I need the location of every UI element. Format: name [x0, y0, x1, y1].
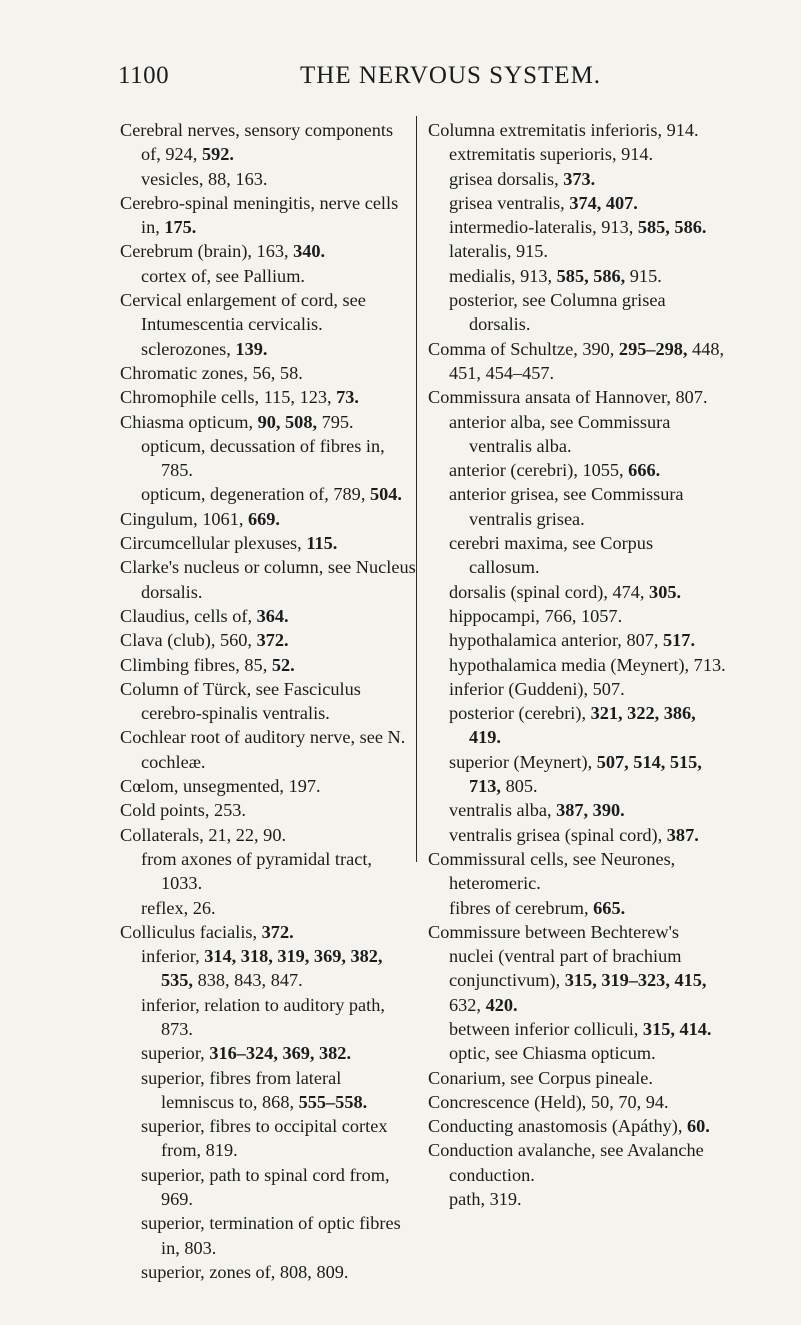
index-entry: [120, 531, 416, 555]
index-entry: [120, 482, 416, 506]
entry-page-refs-bold: 305.: [649, 581, 682, 602]
entry-text: hypothalamica media (Meynert), 713.: [449, 654, 726, 675]
entry-page-refs-bold: 517.: [663, 630, 696, 651]
entry-text: Columna extremitatis inferioris, 914.: [428, 120, 699, 140]
entry-text: Collaterals, 21, 22, 90.: [120, 824, 287, 845]
index-entry: [428, 1090, 728, 1114]
index-entry: [120, 1041, 416, 1065]
index-entry: [428, 920, 728, 1017]
entry-text: Cerebral nerves, sensory components of, 924,: [120, 120, 394, 165]
entry-text: Conducting anastomosis (Apáthy),: [428, 1116, 687, 1137]
entry-text: Cochlear root of auditory nerve, see N. cochleæ.: [120, 727, 406, 772]
entry-text: posterior (cerebri),: [449, 703, 591, 724]
entry-page-refs-bold: 139.: [235, 338, 268, 359]
index-entry: [120, 628, 416, 652]
entry-text: superior, fibres from lateral lemniscus to, 868,: [141, 1067, 342, 1112]
entry-text: 915.: [625, 265, 662, 286]
index-entry: [120, 434, 416, 483]
entry-text: Claudius, cells of,: [120, 605, 257, 626]
index-entry: [120, 677, 416, 726]
index-entry: [120, 604, 416, 628]
page-header: [0, 62, 801, 96]
entry-text: reflex, 26.: [141, 897, 216, 918]
index-entry: [428, 1138, 728, 1187]
index-entry: [120, 653, 416, 677]
entry-text: dorsalis (spinal cord), 474,: [449, 581, 650, 602]
entry-page-refs-bold: 60.: [686, 1116, 710, 1137]
index-entry: [428, 628, 728, 652]
entry-page-refs-bold: 373.: [563, 168, 596, 189]
entry-text: from axones of pyramidal tract, 1033.: [141, 848, 372, 894]
index-entry: [120, 1114, 416, 1163]
entry-page-refs-bold: 585, 586,: [556, 265, 626, 286]
entry-text: superior, path to spinal cord from, 969.: [141, 1164, 390, 1210]
index-entry: [428, 337, 728, 386]
entry-text: inferior,: [141, 946, 205, 967]
index-entry: [428, 191, 728, 215]
entry-text: ventralis alba,: [449, 800, 557, 821]
entry-text: fibres of cerebrum,: [449, 897, 594, 918]
entry-page-refs-bold: 315, 414.: [642, 1018, 712, 1039]
index-entry: [120, 993, 416, 1042]
index-entry: [428, 288, 728, 337]
index-entry: [428, 239, 728, 263]
entry-text: Climbing fibres, 85,: [120, 654, 272, 675]
entry-text: posterior, see Columna grisea dorsalis.: [449, 290, 666, 335]
entry-page-refs-bold: 592.: [201, 144, 234, 165]
entry-text: 795.: [317, 411, 354, 432]
entry-page-refs-bold: 420.: [485, 994, 518, 1015]
entry-text: opticum, decussation of fibres in, 785.: [141, 435, 385, 481]
entry-page-refs-bold: 295–298,: [618, 338, 688, 359]
index-entry: [120, 118, 416, 167]
entry-page-refs-bold: 374, 407.: [569, 192, 638, 213]
index-entry: [428, 1041, 728, 1065]
entry-page-refs-bold: 555–558.: [298, 1091, 368, 1112]
index-entry: [428, 264, 728, 288]
entry-text: Cerebrum (brain), 163,: [120, 241, 294, 262]
entry-text: Clava (club), 560,: [120, 630, 257, 651]
entry-text: Column of Türck, see Fasciculus cerebro-spinalis ventralis.: [120, 678, 361, 724]
index-entry: [428, 896, 728, 920]
entry-page-refs-bold: 73.: [336, 387, 359, 408]
index-entry: [428, 653, 728, 677]
index-entry: [428, 847, 728, 896]
entry-text: Concrescence (Held), 50, 70, 94.: [428, 1091, 669, 1112]
index-entry: [120, 239, 416, 263]
index-entry: [428, 482, 728, 531]
index-entry: [428, 118, 728, 142]
index-entry: [120, 264, 416, 288]
entry-text: Conarium, see Corpus pineale.: [428, 1067, 653, 1088]
entry-text: superior, termination of optic fibres in, 803.: [141, 1213, 401, 1258]
entry-text: Chiasma opticum,: [120, 411, 258, 432]
entry-text: cortex of, see Pallium.: [141, 265, 305, 286]
entry-text: superior,: [141, 1043, 210, 1064]
entry-text: medialis, 913,: [449, 265, 557, 286]
entry-page-refs-bold: 504.: [369, 484, 402, 505]
index-entry: [120, 1066, 416, 1115]
index-entry: [120, 896, 416, 920]
entry-text: grisea ventralis,: [449, 192, 570, 213]
entry-page-refs-bold: 115.: [306, 533, 338, 554]
index-entry: [428, 798, 728, 822]
entry-text: Commissure between Bechterew's nuclei (ventral part of brachium conjunctivum),: [428, 921, 682, 991]
entry-page-refs-bold: 52.: [271, 654, 295, 675]
entry-text: 632,: [449, 994, 486, 1015]
entry-text: grisea dorsalis,: [449, 168, 564, 189]
index-entry: [428, 823, 728, 847]
entry-page-refs-bold: 372.: [256, 630, 289, 651]
entry-text: sclerozones,: [141, 338, 236, 359]
column-divider: [416, 116, 417, 862]
index-entry: [428, 677, 728, 701]
index-entry: [428, 410, 728, 459]
entry-page-refs-bold: 175.: [164, 217, 197, 238]
entry-text: superior, zones of, 808, 809.: [141, 1261, 349, 1282]
entry-text: Conduction avalanche, see Avalanche conduction.: [428, 1140, 704, 1185]
index-entry: [120, 1211, 416, 1260]
entry-text: path, 319.: [449, 1189, 522, 1210]
index-entry: [120, 1163, 416, 1212]
entry-text: Cœlom, unsegmented, 197.: [120, 776, 321, 797]
entry-text: vesicles, 88, 163.: [141, 168, 268, 189]
index-entry: [428, 1017, 728, 1041]
entry-text: Cerebro-spinal meningitis, nerve cells in,: [120, 192, 399, 238]
entry-text: 838, 843, 847.: [193, 970, 303, 991]
entry-text: ventralis grisea (spinal cord),: [449, 824, 667, 845]
index-entry: [120, 944, 416, 993]
entry-text: hypothalamica anterior, 807,: [449, 630, 664, 651]
entry-page-refs-bold: 669.: [247, 508, 280, 529]
index-entry: [120, 1260, 416, 1284]
entry-text: opticum, degeneration of, 789,: [141, 484, 370, 505]
entry-page-refs-bold: 585, 586.: [637, 217, 707, 238]
entry-text: superior (Meynert),: [449, 751, 597, 772]
entry-page-refs-bold: 666.: [628, 460, 661, 481]
entry-text: hippocampi, 766, 1057.: [449, 605, 623, 626]
entry-text: intermedio-lateralis, 913,: [449, 217, 638, 238]
entry-text: anterior alba, see Commissura ventralis alba.: [449, 411, 671, 456]
entry-text: superior, fibres to occipital cortex from, 819.: [141, 1116, 388, 1161]
entry-page-refs-bold: 314, 318, 319, 369, 382, 535,: [161, 946, 383, 991]
entry-page-refs-bold: 364.: [256, 605, 289, 626]
index-entry: [120, 385, 416, 409]
index-entry: [120, 410, 416, 434]
entry-text: extremitatis superioris, 914.: [449, 144, 654, 165]
entry-text: Cervical enlargement of cord, see Intumescentia cervicalis.: [120, 290, 366, 335]
entry-text: 448, 451, 454–457.: [449, 338, 725, 383]
entry-text: Commissura ansata of Hannover, 807.: [428, 387, 708, 408]
entry-page-refs-bold: 316–324, 369, 382.: [209, 1043, 352, 1064]
entry-text: Circumcellular plexuses,: [120, 533, 307, 554]
index-entry: [428, 385, 728, 409]
index-entry: [428, 458, 728, 482]
entry-text: Comma of Schultze, 390,: [428, 338, 619, 359]
index-entry: [120, 847, 416, 896]
entry-text: lateralis, 915.: [449, 241, 548, 262]
index-entry: [428, 580, 728, 604]
index-entry: [428, 167, 728, 191]
index-entry: [428, 604, 728, 628]
entry-page-refs-bold: 372.: [261, 921, 294, 942]
entry-text: between inferior colliculi,: [449, 1018, 643, 1039]
index-column-left: [120, 118, 416, 1284]
index-entry: [428, 701, 728, 750]
index-entry: [120, 798, 416, 822]
index-entry: [120, 167, 416, 191]
entry-text: cerebri maxima, see Corpus callosum.: [449, 533, 654, 578]
entry-text: Commissural cells, see Neurones, heteromeric.: [428, 848, 676, 894]
entry-page-refs-bold: 315, 319–323, 415,: [564, 970, 707, 991]
entry-text: Cingulum, 1061,: [120, 508, 248, 529]
entry-text: Cold points, 253.: [120, 800, 246, 821]
entry-text: Colliculus facialis,: [120, 921, 262, 942]
index-entry: [428, 1114, 728, 1138]
entry-page-refs-bold: 90, 508,: [257, 411, 318, 432]
entry-text: inferior, relation to auditory path, 873.: [141, 994, 385, 1039]
entry-text: Chromatic zones, 56, 58.: [120, 362, 303, 383]
index-entry: [120, 507, 416, 531]
entry-text: Clarke's nucleus or column, see Nucleus dorsalis.: [120, 557, 416, 602]
entry-page-refs-bold: 665.: [593, 897, 626, 918]
entry-text: 805.: [501, 776, 538, 797]
entry-page-refs-bold: 340.: [293, 241, 326, 262]
entry-text: anterior grisea, see Commissura ventralis grisea.: [449, 484, 684, 529]
running-title: THE NERVOUS SYSTEM.: [300, 62, 602, 89]
page-number: 1100: [118, 62, 170, 89]
index-entry: [120, 361, 416, 385]
index-entry: [428, 142, 728, 166]
index-entry: [120, 774, 416, 798]
entry-page-refs-bold: 387.: [666, 824, 699, 845]
index-column-right: [428, 118, 728, 1211]
entry-text: anterior (cerebri), 1055,: [449, 460, 629, 481]
entry-page-refs-bold: 507, 514, 515, 713,: [469, 751, 702, 797]
entry-page-refs-bold: 321, 322, 386, 419.: [469, 703, 696, 748]
index-entry: [428, 531, 728, 580]
index-entry: [120, 337, 416, 361]
index-entry: [428, 1187, 728, 1211]
entry-page-refs-bold: 387, 390.: [556, 800, 625, 821]
index-entry: [120, 920, 416, 944]
entry-text: Chromophile cells, 115, 123,: [120, 387, 337, 408]
index-entry: [120, 191, 416, 240]
index-entry: [120, 725, 416, 774]
index-entry: [120, 288, 416, 337]
index-entry: [120, 823, 416, 847]
index-entry: [428, 1066, 728, 1090]
index-entry: [428, 750, 728, 799]
entry-text: optic, see Chiasma opticum.: [449, 1043, 656, 1064]
index-entry: [120, 555, 416, 604]
index-entry: [428, 215, 728, 239]
entry-text: inferior (Guddeni), 507.: [449, 678, 625, 699]
